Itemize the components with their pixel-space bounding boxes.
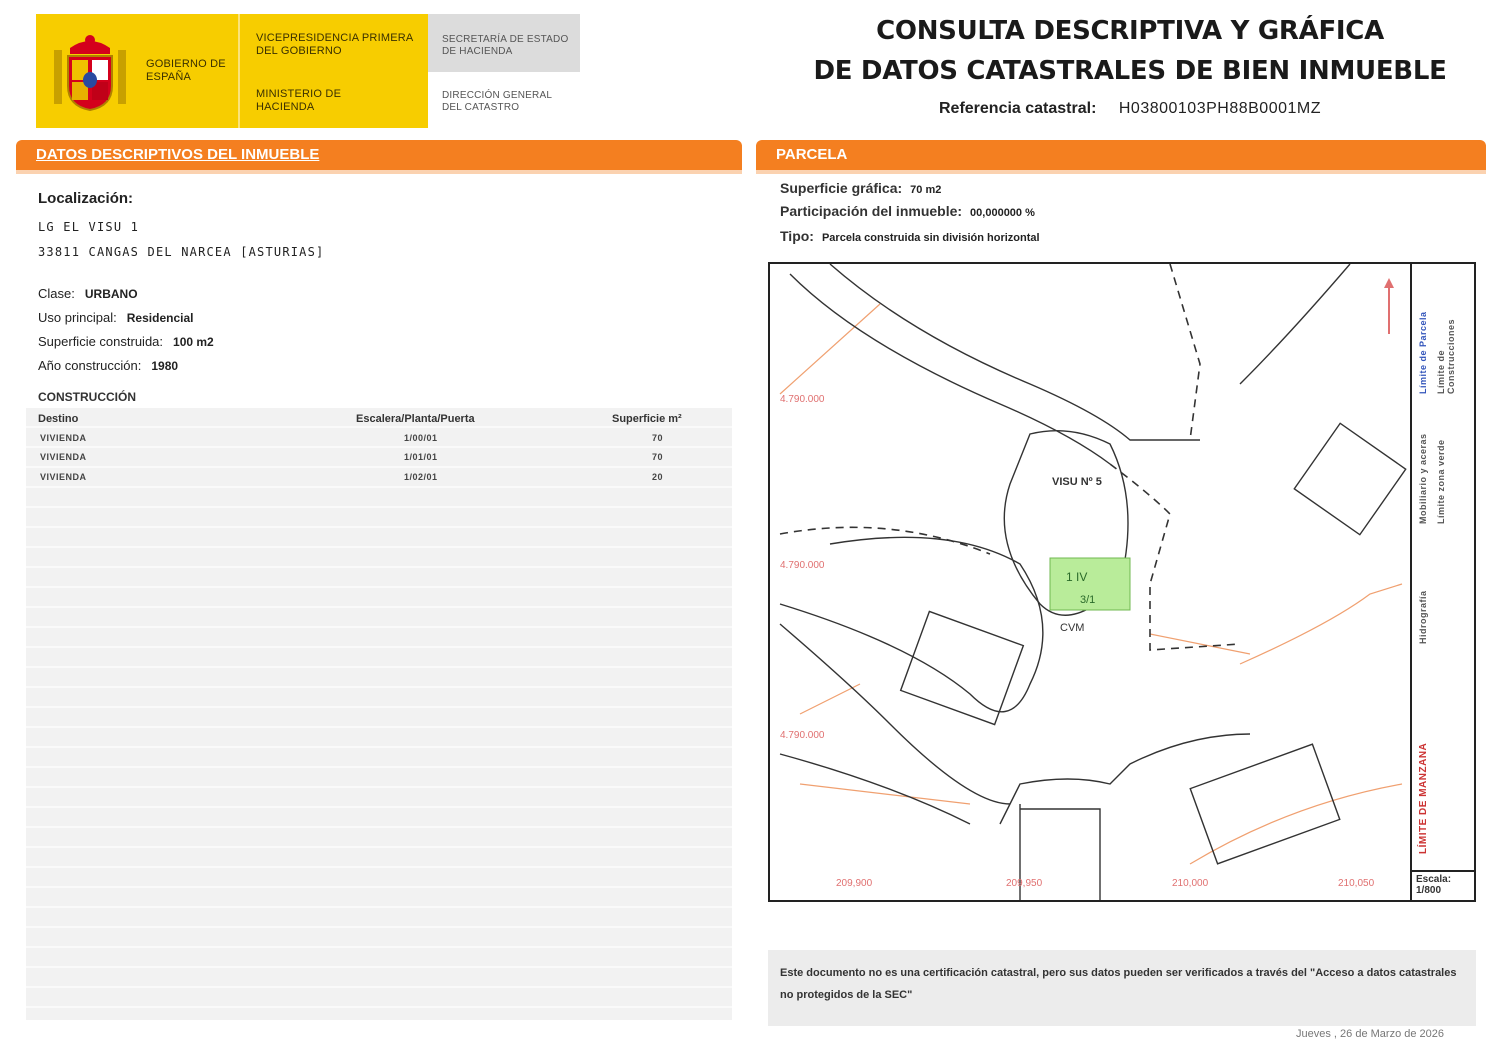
sup-label: Superficie gráfica: bbox=[780, 180, 903, 196]
road-label: CVM bbox=[1060, 622, 1085, 634]
legend-item: Límite de Construcciones bbox=[1436, 318, 1456, 394]
address-line2: 33811 CANGAS DEL NARCEA [ASTURIAS] bbox=[38, 245, 325, 259]
uso-label: Uso principal: bbox=[38, 310, 117, 325]
parcel-sub: 3/1 bbox=[1080, 594, 1096, 606]
clase-label: Clase: bbox=[38, 286, 75, 301]
section-title-descriptive: DATOS DESCRIPTIVOS DEL INMUEBLE bbox=[16, 140, 742, 170]
table-header-superficie: Superficie m² bbox=[612, 413, 682, 425]
coord-label: 4.790.000 bbox=[780, 730, 825, 741]
table-cell: VIVIENDA bbox=[40, 433, 87, 443]
scale-value: 1/800 bbox=[1416, 885, 1442, 896]
page-title-line1: CONSULTA DESCRIPTIVA Y GRÁFICA bbox=[876, 16, 1384, 46]
spain-coat-of-arms-icon bbox=[50, 30, 130, 114]
page-title-line2: DE DATOS CATASTRALES DE BIEN INMUEBLE bbox=[813, 56, 1447, 86]
superficie-label: Superficie construida: bbox=[38, 334, 164, 349]
direction-label: DIRECCIÓN GENERAL DEL CATASTRO bbox=[442, 90, 552, 113]
coord-label: 210,000 bbox=[1172, 878, 1209, 889]
anio-value: 1980 bbox=[151, 359, 179, 373]
table-header-destino: Destino bbox=[38, 413, 79, 425]
location-heading: Localización: bbox=[38, 190, 134, 207]
part-value: 00,000000 % bbox=[970, 207, 1035, 219]
gov-label: GOBIERNO DE ESPAÑA bbox=[146, 58, 226, 83]
table-cell: 70 bbox=[652, 433, 664, 443]
table-cell: 1/01/01 bbox=[404, 452, 438, 462]
sup-grafica-field bbox=[780, 180, 941, 196]
clase-value: URBANO bbox=[84, 287, 138, 301]
ref-value: H03800103PH88B0001MZ bbox=[1118, 100, 1321, 117]
coord-label: 209,900 bbox=[836, 878, 873, 889]
map-legend bbox=[1410, 264, 1474, 870]
legend-red: LÍMITE DE MANZANA bbox=[1418, 742, 1429, 854]
section-title-parcela: PARCELA bbox=[756, 140, 1486, 170]
ref-label: Referencia catastral: bbox=[938, 100, 1097, 117]
tipo-field bbox=[780, 228, 1040, 244]
legend-item: Mobiliario y aceras bbox=[1418, 433, 1428, 524]
anio-label: Año construcción: bbox=[38, 358, 142, 373]
superficie-value: 100 m2 bbox=[173, 335, 214, 349]
participacion-field bbox=[780, 203, 1035, 219]
table-cell: 1/00/01 bbox=[404, 433, 438, 443]
legend-item: Límite de Parcela bbox=[1418, 311, 1428, 394]
construction-table bbox=[26, 408, 732, 1020]
table-cell: 1/02/01 bbox=[404, 472, 438, 482]
construction-heading: CONSTRUCCIÓN bbox=[38, 390, 136, 404]
scale-label: Escala: bbox=[1416, 874, 1452, 885]
coord-label: 209,950 bbox=[1006, 878, 1043, 889]
address-line1: LG EL VISU 1 bbox=[38, 220, 140, 234]
map-drawing bbox=[770, 264, 1410, 900]
table-cell: VIVIENDA bbox=[40, 472, 87, 482]
document-date: Jueves , 26 de Marzo de 2026 bbox=[1296, 1028, 1444, 1040]
section-bar-shadow bbox=[756, 170, 1486, 174]
table-cell: 70 bbox=[652, 452, 664, 462]
sup-value: 70 m2 bbox=[910, 184, 942, 196]
cadastral-map[interactable] bbox=[768, 262, 1476, 902]
place-label: VISU Nº 5 bbox=[1052, 476, 1102, 488]
part-label: Participación del inmueble: bbox=[780, 203, 963, 219]
vp-label: VICEPRESIDENCIA PRIMERA DEL GOBIERNO bbox=[256, 32, 413, 57]
clase-field bbox=[38, 286, 138, 301]
logo-divider bbox=[238, 14, 240, 128]
disclaimer-box: Este documento no es una certificación catastral, pero sus datos pueden ser verificados a través del "Acceso a datos catastrales no protegidos de la SEC" bbox=[768, 950, 1476, 1026]
table-cell: 20 bbox=[652, 472, 664, 482]
secretary-label: SECRETARÍA DE ESTADO DE HACIENDA bbox=[442, 34, 569, 57]
ministry-label: MINISTERIO DE HACIENDA bbox=[256, 88, 342, 113]
coord-label: 4.790.000 bbox=[780, 394, 825, 405]
parcel-code: 1 IV bbox=[1066, 570, 1088, 584]
map-scale bbox=[1410, 870, 1474, 900]
table-cell: VIVIENDA bbox=[40, 452, 87, 462]
coord-label: 210,050 bbox=[1338, 878, 1375, 889]
uso-field bbox=[38, 310, 193, 325]
superficie-field bbox=[38, 334, 214, 349]
legend-item: Límite zona verde bbox=[1436, 439, 1446, 524]
coord-label: 4.790.000 bbox=[780, 560, 825, 571]
cadastral-reference bbox=[780, 100, 1480, 118]
section-bar-shadow bbox=[16, 170, 742, 174]
legend-item: Hidrografía bbox=[1418, 590, 1428, 644]
anio-field bbox=[38, 358, 178, 373]
north-arrow-icon bbox=[1382, 278, 1396, 338]
tipo-value: Parcela construida sin división horizontal bbox=[821, 232, 1040, 244]
table-header-escalera: Escalera/Planta/Puerta bbox=[356, 413, 475, 425]
tipo-label: Tipo: bbox=[780, 228, 814, 244]
dashed-boundaries bbox=[780, 264, 1240, 650]
uso-value: Residencial bbox=[126, 311, 194, 325]
